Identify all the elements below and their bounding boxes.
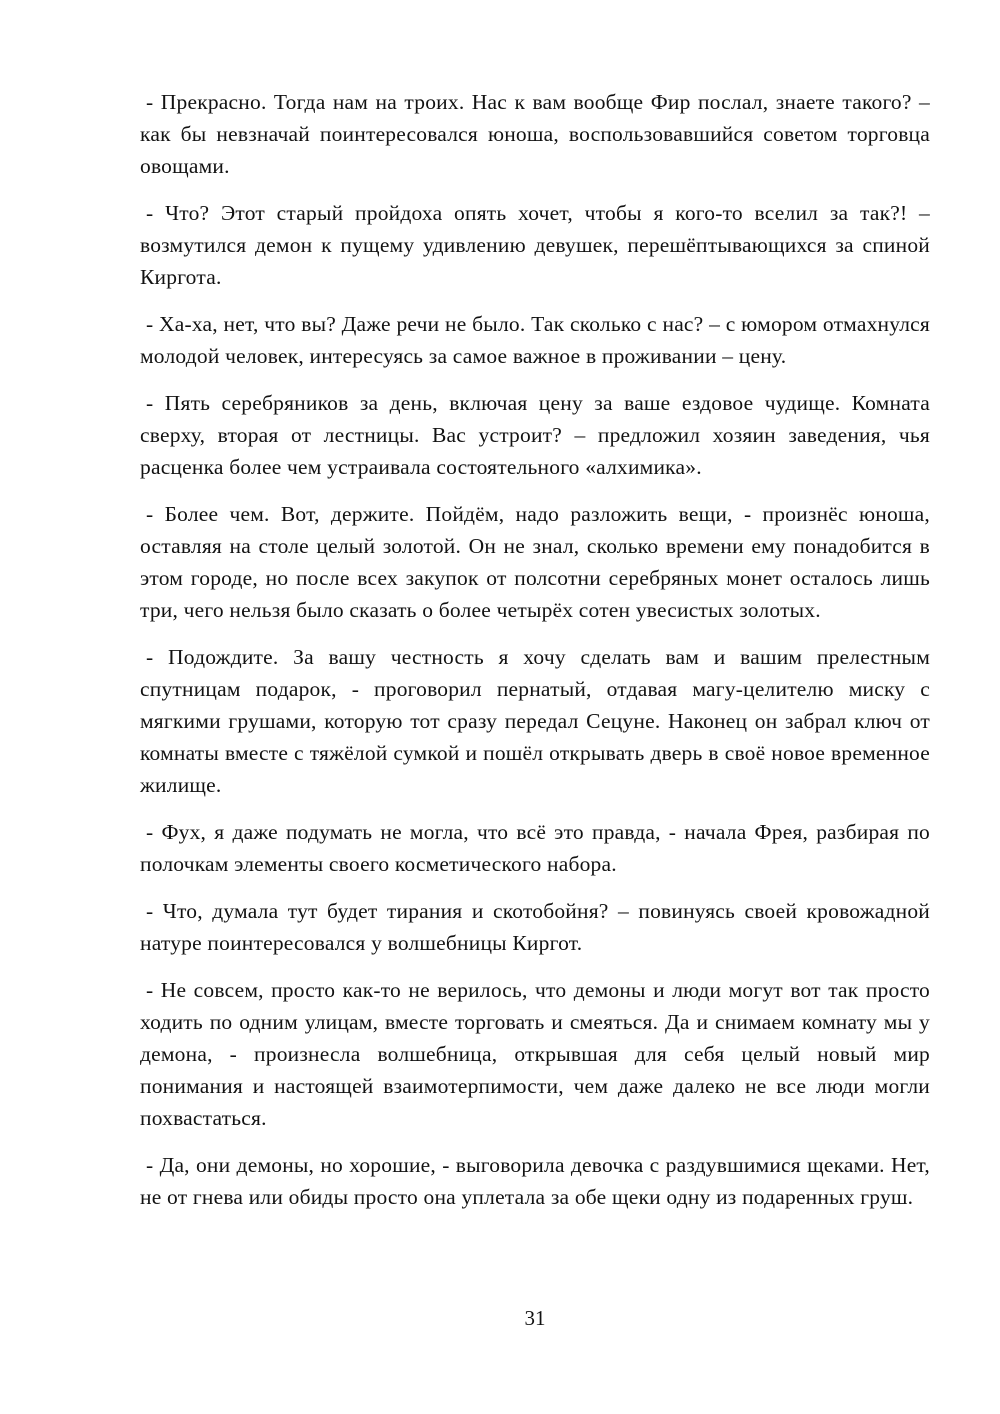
paragraph: - Что? Этот старый пройдоха опять хочет, чтобы я кого-то вселил за так?! – возмутился демон к пущему удивлению девушек, перешёптывающихся за спиной Киргота.: [140, 201, 930, 289]
paragraph: - Пять серебряников за день, включая цену за ваше ездовое чудище. Комната сверху, вторая от лестницы. Вас устроит? – предложил хозяин заведения, чья расценка более чем устраивала состоятельного «алхимика».: [140, 391, 930, 479]
paragraph: - Что, думала тут будет тирания и скотобойня? – повинуясь своей кровожадной натуре поинтересовался у волшебницы Киргот.: [140, 899, 930, 955]
paragraph: - Да, они демоны, но хорошие, - выговорила девочка с раздувшимися щеками. Нет, не от гнева или обиды просто она уплетала за обе щеки одну из подаренных груш.: [140, 1153, 930, 1209]
page-number: 31: [524, 1306, 546, 1330]
paragraph: - Подождите. За вашу честность я хочу сделать вам и вашим прелестным спутницам подарок, - проговорил пернатый, отдавая магу-целителю миску с мягкими грушами, которую тот сразу передал Сецуне. Наконец он забрал ключ от комнаты вместе с тяжёлой сумкой и пошёл открывать дверь в своё новое временное жилище.: [140, 645, 930, 797]
paragraph: - Прекрасно. Тогда нам на троих. Нас к вам вообще Фир послал, знаете такого? – как бы невзначай поинтересовался юноша, воспользовавшийся советом торговца овощами.: [140, 90, 930, 178]
paragraph: - Не совсем, просто как-то не верилось, что демоны и люди могут вот так просто ходить по одним улицам, вместе торговать и смеяться. Да и снимаем комнату мы у демона, - произнесла волшебница, открывшая для себя целый новый мир понимания и настоящей взаимотерпимости, чем даже далеко не все люди могли похвастаться.: [140, 978, 930, 1130]
paragraph: - Ха-ха, нет, что вы? Даже речи не было. Так сколько с нас? – с юмором отмахнулся молодой человек, интересуясь за самое важное в проживании – цену.: [140, 312, 930, 368]
paragraph: - Более чем. Вот, держите. Пойдём, надо разложить вещи, - произнёс юноша, оставляя на столе целый золотой. Он не знал, сколько времени ему понадобится в этом городе, но после всех закупок от полсотни серебряных монет осталось лишь три, чего нельзя было сказать о более четырёх сотен увесистых золотых.: [140, 502, 930, 622]
paragraph: - Фух, я даже подумать не могла, что всё это правда, - начала Фрея, разбирая по полочкам элементы своего косметического набора.: [140, 820, 930, 876]
text-block: [140, 86, 930, 1228]
